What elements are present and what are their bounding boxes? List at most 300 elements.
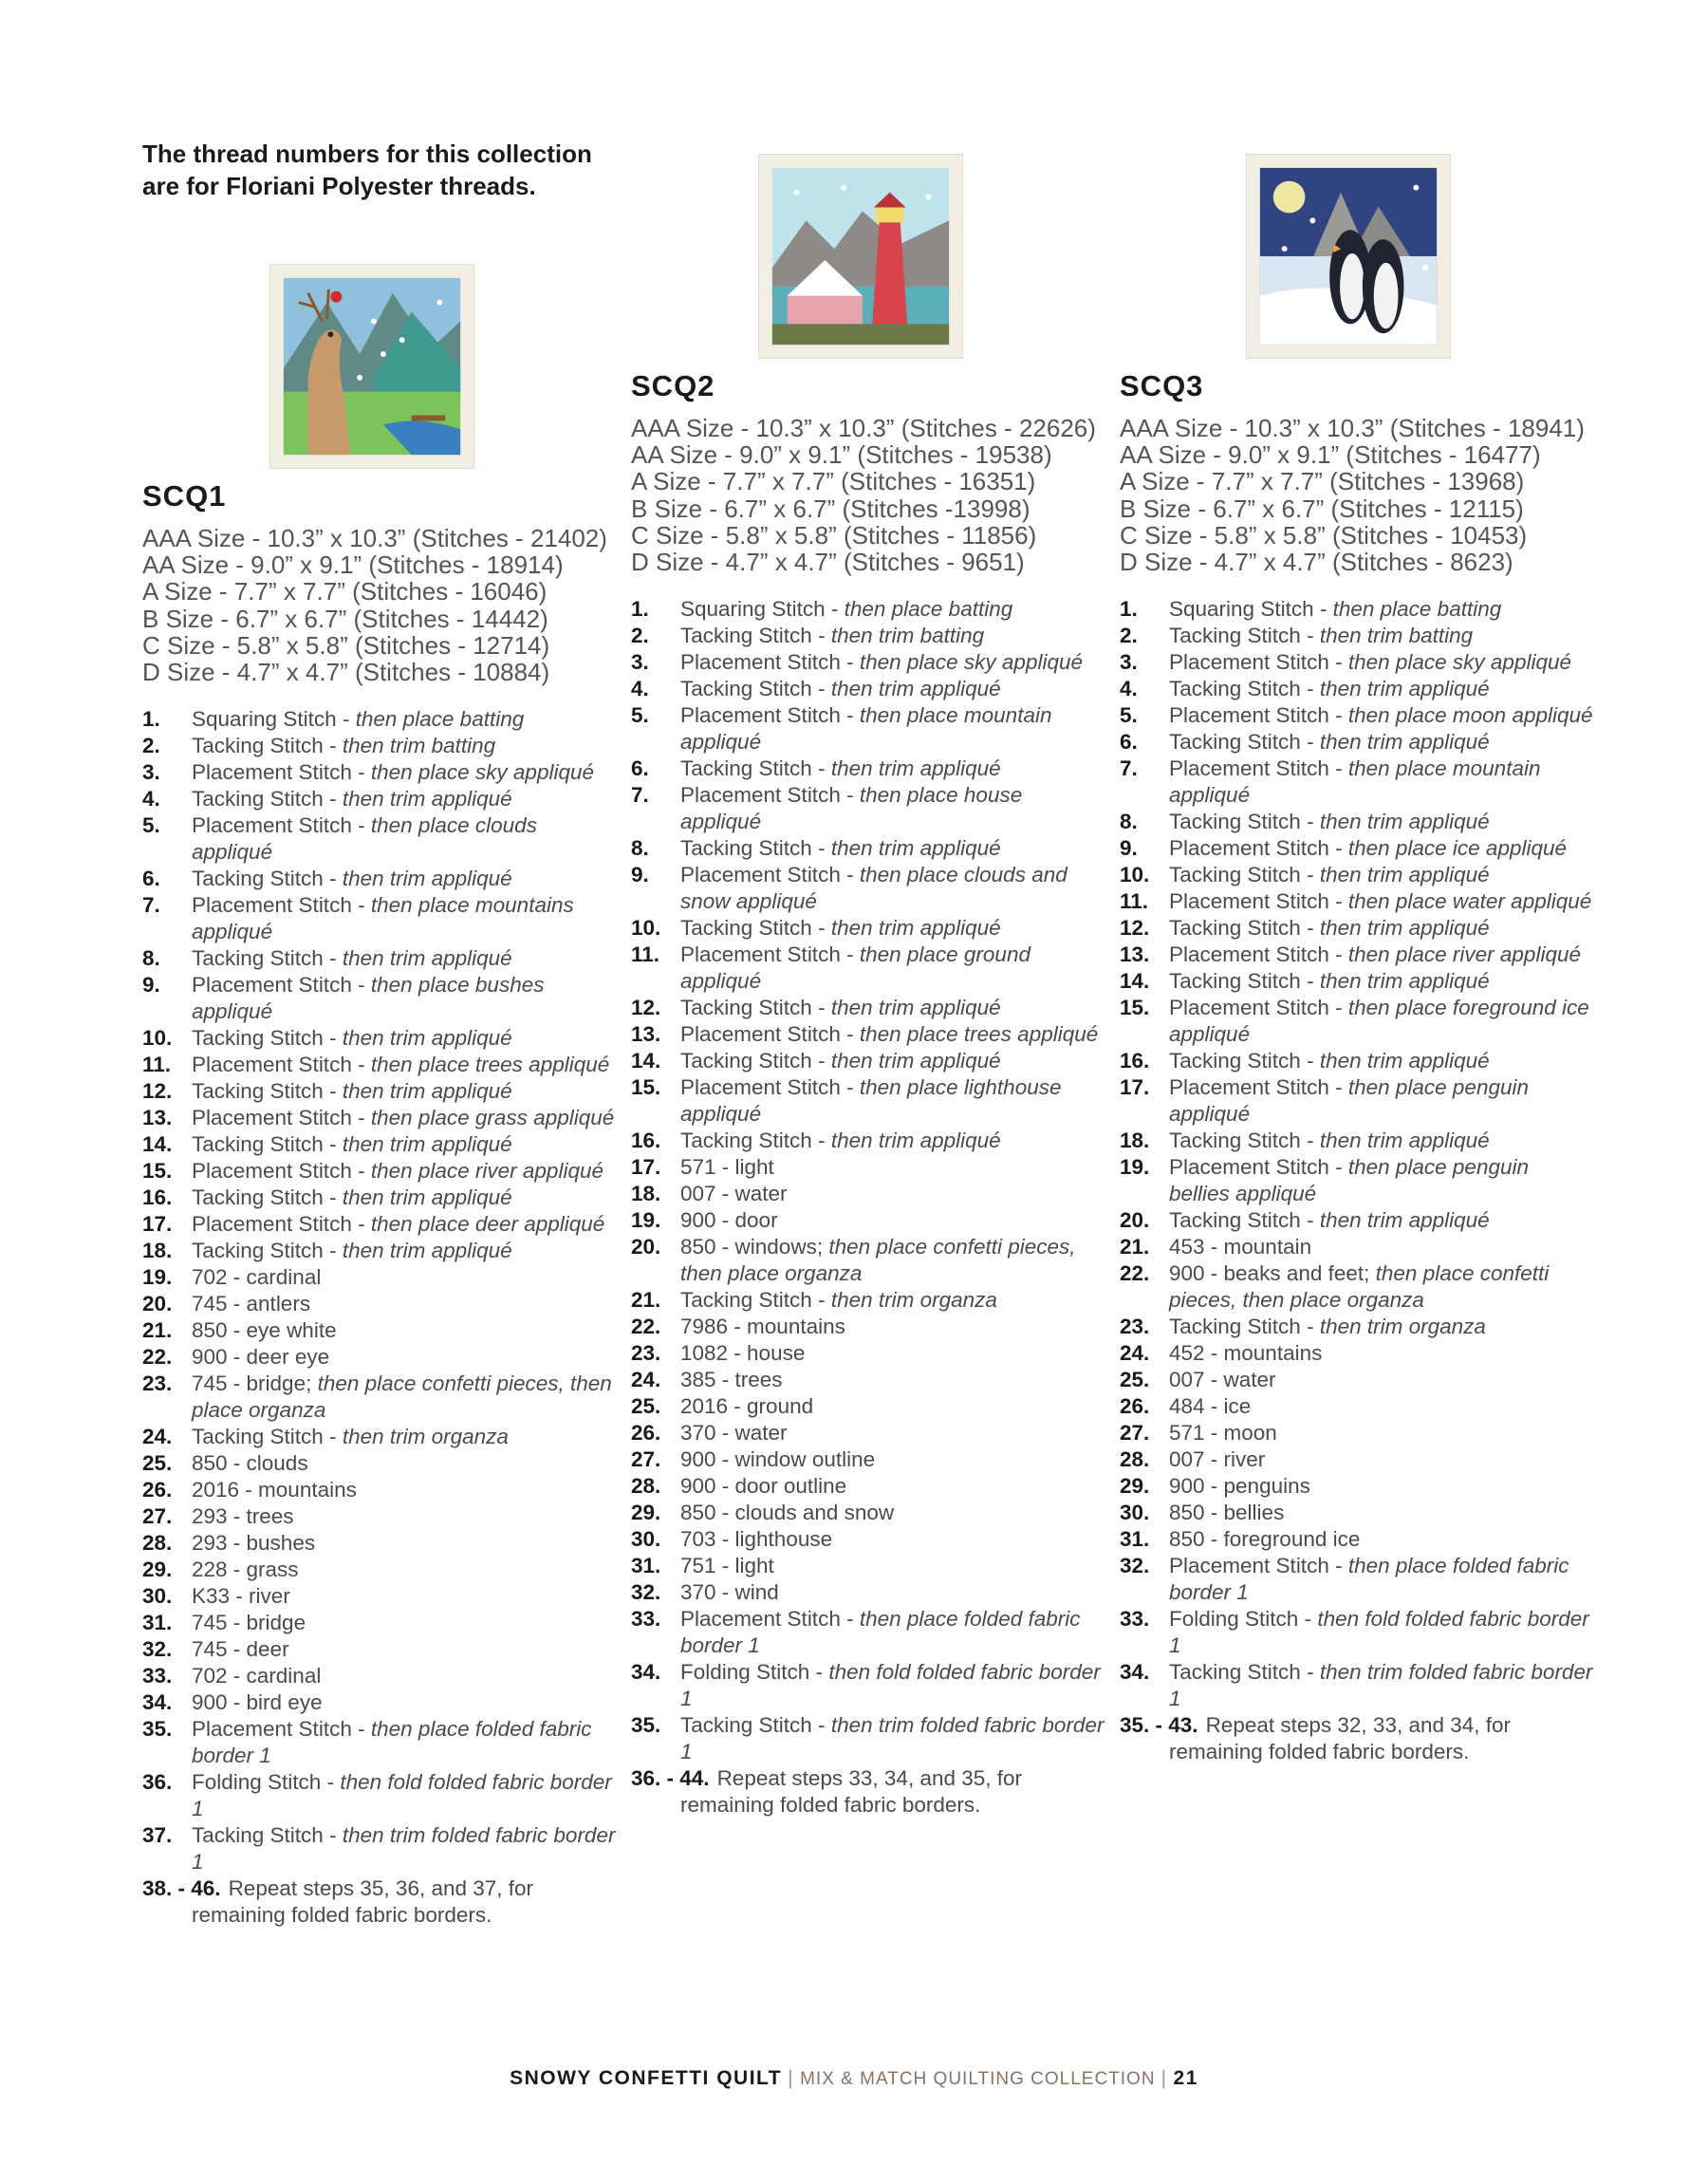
step-text: Repeat steps 35, 36, and 37, for remaining folded fabric borders.	[192, 1876, 534, 1928]
step-instruction: then trim appliqué	[342, 1185, 512, 1210]
step-instruction: then trim appliqué	[1319, 863, 1490, 887]
scq3-steps	[1120, 596, 1594, 1765]
step-number: 31.	[631, 1554, 661, 1578]
step-text: Placement Stitch -	[1169, 756, 1348, 781]
step-number: 11.	[142, 1053, 172, 1077]
step-number: 30.	[1120, 1501, 1150, 1525]
step-number: 25.	[1120, 1368, 1150, 1392]
step-item	[142, 706, 617, 733]
step-number: 20.	[142, 1292, 173, 1316]
step-text: Tacking Stitch -	[1169, 1129, 1320, 1153]
step-item	[1120, 1446, 1594, 1473]
step-instruction: then place trees appliqué	[859, 1022, 1099, 1047]
step-item	[142, 1291, 617, 1317]
step-text: Repeat steps 33, 34, and 35, for remaining folded fabric borders.	[680, 1766, 1023, 1818]
step-text: Tacking Stitch -	[192, 1425, 343, 1449]
step-instruction: then trim appliqué	[342, 867, 512, 891]
step-number: 25.	[142, 1451, 173, 1476]
step-number: 6.	[142, 867, 160, 891]
step-instruction: then place foreground ice appliqué	[1169, 996, 1589, 1047]
penguin-block-image	[1247, 155, 1450, 358]
step-number: 15.	[142, 1159, 173, 1184]
size-line: A Size - 7.7” x 7.7” (Stitches - 13968)	[1120, 467, 1525, 496]
step-number: 12.	[1120, 916, 1150, 941]
step-number: 35. - 43.	[1120, 1713, 1198, 1738]
step-text: Placement Stitch -	[1169, 650, 1348, 675]
step-number: 19.	[142, 1265, 173, 1290]
step-item	[142, 1636, 617, 1663]
step-number: 8.	[142, 946, 160, 971]
step-text: 293 - bushes	[192, 1531, 316, 1556]
step-number: 27.	[1120, 1421, 1150, 1446]
scq3-column	[1120, 369, 1594, 1765]
step-instruction: then trim appliqué	[1319, 810, 1490, 834]
step-text: 007 - river	[1169, 1447, 1266, 1472]
step-item	[631, 676, 1105, 702]
step-number: 34.	[142, 1690, 173, 1715]
step-instruction: then fold folded fabric border 1	[1169, 1607, 1589, 1658]
step-item	[142, 945, 617, 972]
step-instruction: then place lighthouse appliqué	[680, 1075, 1062, 1127]
step-text: Repeat steps 32, 33, and 34, for remaining folded fabric borders.	[1169, 1713, 1512, 1764]
step-text: Placement Stitch -	[680, 863, 860, 887]
step-number: 28.	[1120, 1447, 1150, 1472]
step-text: 007 - water	[1169, 1368, 1276, 1392]
step-number: 12.	[142, 1079, 173, 1104]
step-number: 13.	[631, 1022, 661, 1047]
step-number: 21.	[1120, 1235, 1150, 1259]
step-item	[142, 1583, 617, 1610]
step-number: 26.	[631, 1421, 661, 1446]
step-instruction: then trim organza	[830, 1288, 997, 1313]
step-text: Placement Stitch -	[680, 1075, 860, 1100]
step-instruction: then trim appliqué	[1319, 1208, 1490, 1233]
step-text: 850 - bellies	[1169, 1501, 1285, 1525]
step-text: Tacking Stitch -	[192, 1185, 343, 1210]
step-text: Tacking Stitch -	[680, 624, 831, 648]
step-number: 3.	[142, 760, 160, 785]
step-text: Folding Stitch -	[1169, 1607, 1318, 1632]
step-text: Placement Stitch -	[680, 942, 860, 967]
size-line: B Size - 6.7” x 6.7” (Stitches - 14442)	[142, 604, 548, 633]
step-item	[1120, 649, 1594, 676]
step-instruction: then trim organza	[1319, 1315, 1486, 1339]
size-line: B Size - 6.7” x 6.7” (Stitches -13998)	[631, 494, 1030, 523]
step-text: Tacking Stitch -	[680, 1288, 831, 1313]
step-instruction: then place moon appliqué	[1347, 703, 1593, 728]
step-item	[1120, 1606, 1594, 1659]
step-number: 34.	[631, 1660, 661, 1685]
step-text: Placement Stitch -	[192, 1717, 371, 1742]
step-item	[1120, 676, 1594, 702]
step-item	[1120, 1314, 1594, 1340]
step-number: 1.	[142, 707, 160, 732]
size-line: AA Size - 9.0” x 9.1” (Stitches - 16477)	[1120, 440, 1541, 470]
step-text: Placement Stitch -	[1169, 1155, 1348, 1180]
step-number: 16.	[142, 1185, 173, 1210]
step-number: 2.	[1120, 624, 1138, 648]
step-instruction: then place mountains appliqué	[192, 893, 574, 944]
step-number: 14.	[1120, 969, 1150, 994]
step-number: 11.	[1120, 889, 1149, 914]
scq1-size-list	[142, 525, 617, 685]
size-line: AA Size - 9.0” x 9.1” (Stitches - 18914)	[142, 550, 564, 580]
step-instruction: then trim batting	[342, 734, 496, 758]
step-number: 35.	[631, 1713, 661, 1738]
step-number: 21.	[631, 1288, 661, 1313]
step-instruction: then place sky appliqué	[370, 760, 594, 785]
step-item	[142, 1238, 617, 1264]
intro-note: The thread numbers for this collection are for Floriani Polyester threads.	[142, 140, 592, 200]
step-text: 850 - eye white	[192, 1318, 337, 1343]
step-number: 24.	[631, 1368, 661, 1392]
step-text: 745 - bridge;	[192, 1371, 318, 1396]
step-item	[631, 942, 1105, 995]
step-item	[631, 1659, 1105, 1712]
step-item	[631, 1128, 1105, 1154]
step-item	[631, 623, 1105, 649]
step-item	[142, 1557, 617, 1583]
step-instruction: then place house appliqué	[680, 783, 1023, 834]
scq3-thumbnail	[1246, 154, 1451, 359]
step-number: 10.	[1120, 863, 1150, 887]
step-item	[1120, 862, 1594, 888]
step-item	[631, 1606, 1105, 1659]
step-instruction: then trim appliqué	[830, 836, 1001, 861]
step-item	[631, 835, 1105, 862]
size-line: C Size - 5.8” x 5.8” (Stitches - 12714)	[142, 630, 550, 660]
step-number: 36. - 44.	[631, 1766, 710, 1791]
footer-separator: |	[788, 2067, 795, 2089]
step-text: Tacking Stitch -	[1169, 1049, 1320, 1073]
step-item	[1120, 1260, 1594, 1314]
step-item	[142, 972, 617, 1025]
step-instruction: then place folded fabric border 1	[680, 1607, 1081, 1658]
step-number: 5.	[142, 813, 160, 838]
step-item	[142, 1822, 617, 1875]
step-item	[631, 702, 1105, 756]
step-instruction: then place sky appliqué	[859, 650, 1083, 675]
step-instruction: then place mountain appliqué	[1169, 756, 1541, 808]
step-instruction: then trim appliqué	[1319, 916, 1490, 941]
step-item	[1120, 1154, 1594, 1207]
step-text: Tacking Stitch -	[680, 1049, 831, 1073]
step-number: 2.	[631, 624, 649, 648]
step-number: 18.	[142, 1239, 173, 1263]
step-text: Squaring Stitch -	[680, 597, 845, 622]
step-text: Placement Stitch -	[192, 813, 371, 838]
step-item	[142, 1317, 617, 1344]
step-item	[1120, 596, 1594, 623]
step-number: 34.	[1120, 1660, 1150, 1685]
step-text: 745 - antlers	[192, 1292, 311, 1316]
step-instruction: then trim appliqué	[342, 946, 512, 971]
step-text: Tacking Stitch -	[1169, 1315, 1320, 1339]
step-item	[631, 649, 1105, 676]
step-item	[631, 1314, 1105, 1340]
step-number: 20.	[1120, 1208, 1150, 1233]
footer-collection: MIX & MATCH QUILTING COLLECTION	[800, 2069, 1156, 2089]
size-line: D Size - 4.7” x 4.7” (Stitches - 10884)	[142, 658, 550, 687]
step-item	[142, 1371, 617, 1424]
step-text: Tacking Stitch -	[680, 836, 831, 861]
step-number: 7.	[1120, 756, 1138, 781]
step-number: 33.	[142, 1664, 173, 1689]
step-item	[142, 866, 617, 892]
step-item	[1120, 1473, 1594, 1500]
step-number: 14.	[631, 1049, 661, 1073]
step-instruction: then trim appliqué	[1319, 1049, 1490, 1073]
step-item	[142, 1185, 617, 1211]
step-number: 22.	[142, 1345, 173, 1370]
step-item	[1120, 1526, 1594, 1553]
step-item	[142, 1689, 617, 1716]
step-text: Tacking Stitch -	[680, 756, 831, 781]
step-item	[1120, 623, 1594, 649]
step-number: 31.	[1120, 1527, 1150, 1552]
scq3-size-list	[1120, 415, 1594, 575]
step-item	[631, 1048, 1105, 1074]
footer-title: SNOWY CONFETTI QUILT	[510, 2067, 783, 2089]
step-item	[631, 1579, 1105, 1606]
step-text: Tacking Stitch -	[192, 946, 343, 971]
step-text: Folding Stitch -	[192, 1770, 341, 1795]
step-instruction: then place sky appliqué	[1347, 650, 1571, 675]
scq2-size-list	[631, 415, 1105, 575]
step-text: Tacking Stitch -	[1169, 730, 1320, 755]
step-instruction: then place clouds and snow appliqué	[680, 863, 1068, 914]
step-item	[1120, 809, 1594, 835]
step-text: 850 - clouds and snow	[680, 1501, 895, 1525]
step-text: Tacking Stitch -	[192, 734, 343, 758]
step-number: 4.	[142, 787, 160, 812]
step-number: 15.	[631, 1075, 661, 1100]
step-item	[142, 759, 617, 786]
step-number: 26.	[142, 1478, 173, 1502]
step-instruction: then place bushes appliqué	[192, 973, 545, 1024]
step-text: 228 - grass	[192, 1558, 299, 1582]
step-instruction: then place ice appliqué	[1347, 836, 1568, 861]
step-item	[142, 1530, 617, 1557]
step-item	[1120, 756, 1594, 809]
step-instruction: then trim appliqué	[1319, 677, 1490, 701]
step-item	[631, 1420, 1105, 1446]
step-item	[142, 1450, 617, 1477]
step-text: Tacking Stitch -	[680, 916, 831, 941]
step-number: 31.	[142, 1611, 173, 1635]
step-item	[142, 786, 617, 812]
step-instruction: then place penguin appliqué	[1169, 1075, 1529, 1127]
step-text: 453 - mountain	[1169, 1235, 1312, 1259]
step-number: 9.	[1120, 836, 1138, 861]
step-item	[631, 1500, 1105, 1526]
step-number: 14.	[142, 1132, 173, 1157]
step-text: K33 - river	[192, 1584, 290, 1609]
step-number: 25.	[631, 1394, 661, 1419]
step-number: 5.	[1120, 703, 1138, 728]
step-item	[631, 1473, 1105, 1500]
step-number: 18.	[631, 1182, 661, 1206]
step-item	[1120, 702, 1594, 729]
step-text: Placement Stitch -	[680, 703, 860, 728]
step-item	[631, 1553, 1105, 1579]
step-number: 13.	[142, 1106, 173, 1130]
size-line: D Size - 4.7” x 4.7” (Stitches - 8623)	[1120, 548, 1513, 577]
step-item	[142, 1663, 617, 1689]
step-number: 22.	[631, 1315, 661, 1339]
step-number: 15.	[1120, 996, 1150, 1020]
step-item	[1120, 729, 1594, 756]
step-item	[142, 1078, 617, 1105]
step-text: Tacking Stitch -	[680, 1713, 831, 1738]
step-number: 20.	[631, 1235, 661, 1259]
step-item	[142, 1344, 617, 1371]
step-number: 4.	[1120, 677, 1138, 701]
step-item	[142, 1131, 617, 1158]
step-number: 24.	[1120, 1341, 1150, 1366]
step-instruction: then trim folded fabric border 1	[1169, 1660, 1593, 1711]
step-item	[1120, 968, 1594, 995]
step-text: Placement Stitch -	[1169, 1075, 1348, 1100]
step-text: 850 - windows;	[680, 1235, 829, 1259]
step-instruction: then place confetti pieces, then place organza	[192, 1371, 612, 1423]
step-item	[1120, 1367, 1594, 1393]
step-text: 751 - light	[680, 1554, 774, 1578]
step-text: Tacking Stitch -	[192, 1823, 343, 1848]
step-text: 571 - moon	[1169, 1421, 1277, 1446]
step-number: 23.	[631, 1341, 661, 1366]
step-item	[1120, 888, 1594, 915]
step-item	[631, 596, 1105, 623]
step-item	[631, 995, 1105, 1021]
step-text: 850 - clouds	[192, 1451, 308, 1476]
step-instruction: then place river appliqué	[370, 1159, 603, 1184]
step-number: 36.	[142, 1770, 173, 1795]
step-text: 702 - cardinal	[192, 1265, 322, 1290]
step-instruction: then place ground appliqué	[680, 942, 1030, 994]
step-number: 1.	[631, 597, 649, 622]
step-text: 385 - trees	[680, 1368, 783, 1392]
size-line: AA Size - 9.0” x 9.1” (Stitches - 19538)	[631, 440, 1052, 470]
step-item	[1120, 915, 1594, 942]
step-number: 33.	[1120, 1607, 1150, 1632]
step-instruction: then trim appliqué	[830, 996, 1001, 1020]
step-number: 23.	[1120, 1315, 1150, 1339]
step-item	[1120, 1553, 1594, 1606]
step-instruction: then place batting	[1332, 597, 1502, 622]
step-number: 29.	[631, 1501, 661, 1525]
step-number: 4.	[631, 677, 649, 701]
page-footer	[0, 2067, 1708, 2090]
step-text: Tacking Stitch -	[1169, 677, 1320, 701]
step-item	[142, 1477, 617, 1503]
step-item	[1120, 1659, 1594, 1712]
step-instruction: then place confetti pieces, then place organza	[1169, 1261, 1550, 1313]
size-line: AAA Size - 10.3” x 10.3” (Stitches - 18941)	[1120, 414, 1585, 442]
step-number: 6.	[1120, 730, 1138, 755]
step-number: 16.	[1120, 1049, 1150, 1073]
size-line: AAA Size - 10.3” x 10.3” (Stitches - 21402)	[142, 524, 607, 552]
step-item	[1120, 1234, 1594, 1260]
step-instruction: then trim appliqué	[342, 1026, 512, 1051]
step-text: Tacking Stitch -	[192, 1239, 343, 1263]
step-text: Tacking Stitch -	[192, 1132, 343, 1157]
step-item	[631, 1154, 1105, 1181]
step-text: Tacking Stitch -	[192, 1026, 343, 1051]
step-number: 19.	[1120, 1155, 1150, 1180]
step-number: 29.	[142, 1558, 173, 1582]
step-text: Placement Stitch -	[192, 973, 371, 998]
step-text: 484 - ice	[1169, 1394, 1252, 1419]
step-number: 8.	[631, 836, 649, 861]
step-item	[631, 1340, 1105, 1367]
step-item	[631, 1712, 1105, 1765]
step-text: 007 - water	[680, 1182, 788, 1206]
step-item	[631, 1526, 1105, 1553]
step-item	[631, 1765, 1105, 1819]
step-number: 11.	[631, 942, 660, 967]
step-instruction: then trim batting	[830, 624, 985, 648]
step-number: 38. - 46.	[142, 1876, 221, 1901]
step-text: 703 - lighthouse	[680, 1527, 833, 1552]
step-item	[631, 782, 1105, 835]
step-text: 900 - door	[680, 1208, 778, 1233]
step-number: 30.	[631, 1527, 661, 1552]
step-text: Placement Stitch -	[1169, 889, 1348, 914]
step-number: 33.	[631, 1607, 661, 1632]
step-number: 17.	[631, 1155, 661, 1180]
step-instruction: then place penguin bellies appliqué	[1169, 1155, 1529, 1206]
step-item	[631, 915, 1105, 942]
step-text: Tacking Stitch -	[1169, 863, 1320, 887]
step-text: Squaring Stitch -	[1169, 597, 1333, 622]
step-item	[1120, 1207, 1594, 1234]
step-number: 9.	[631, 863, 649, 887]
step-text: 745 - bridge	[192, 1611, 306, 1635]
step-number: 22.	[1120, 1261, 1150, 1286]
step-text: 571 - light	[680, 1155, 774, 1180]
step-instruction: then trim appliqué	[1319, 730, 1490, 755]
step-text: 702 - cardinal	[192, 1664, 322, 1689]
step-instruction: then place batting	[844, 597, 1013, 622]
step-text: 745 - deer	[192, 1637, 289, 1662]
step-item	[1120, 1340, 1594, 1367]
step-number: 28.	[142, 1531, 173, 1556]
step-item	[631, 862, 1105, 915]
step-item	[631, 1207, 1105, 1234]
step-item	[1120, 1712, 1594, 1765]
step-instruction: then trim appliqué	[342, 1132, 512, 1157]
step-text: Placement Stitch -	[1169, 703, 1348, 728]
step-instruction: then trim appliqué	[830, 677, 1001, 701]
step-number: 26.	[1120, 1394, 1150, 1419]
step-instruction: then place confetti pieces, then place organza	[680, 1235, 1076, 1286]
step-text: 2016 - ground	[680, 1394, 814, 1419]
step-number: 3.	[631, 650, 649, 675]
step-text: 1082 - house	[680, 1341, 806, 1366]
size-line: D Size - 4.7” x 4.7” (Stitches - 9651)	[631, 548, 1025, 577]
step-number: 35.	[142, 1717, 173, 1742]
step-instruction: then trim appliqué	[830, 916, 1001, 941]
step-text: Tacking Stitch -	[1169, 969, 1320, 994]
step-number: 24.	[142, 1425, 173, 1449]
step-item	[142, 1052, 617, 1078]
step-item	[142, 812, 617, 866]
step-number: 3.	[1120, 650, 1138, 675]
step-text: Placement Stitch -	[1169, 942, 1348, 967]
step-number: 2.	[142, 734, 160, 758]
step-number: 5.	[631, 703, 649, 728]
